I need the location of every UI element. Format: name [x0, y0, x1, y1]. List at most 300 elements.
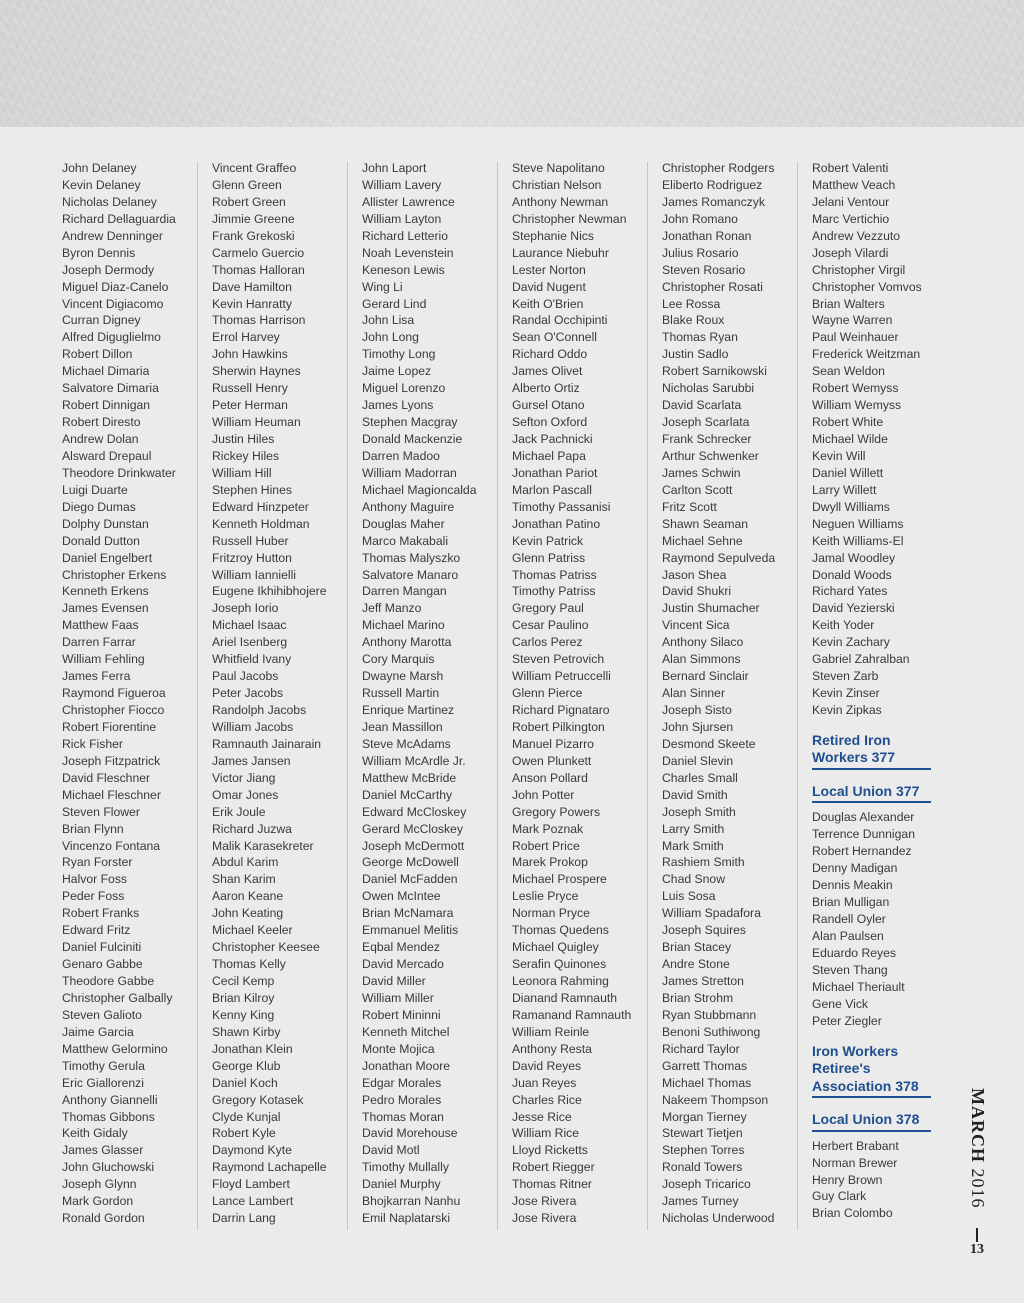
- name-entry: Arthur Schwenker: [662, 448, 759, 463]
- name-entry: Salvatore Dimaria: [62, 381, 159, 396]
- name-entry: Thomas Ritner: [512, 1177, 592, 1192]
- name-entry: Denny Madigan: [812, 861, 898, 876]
- name-entry: Manuel Pizarro: [512, 736, 594, 751]
- name-entry: Genaro Gabbe: [62, 957, 143, 972]
- name-entry: Brian McNamara: [362, 906, 454, 921]
- name-entry: James Glasser: [62, 1143, 144, 1158]
- name-entry: Aaron Keane: [212, 889, 284, 904]
- name-entry: Anson Pollard: [512, 770, 588, 785]
- name-entry: Michael Isaac: [212, 618, 287, 633]
- name-entry: Eduardo Reyes: [812, 945, 897, 960]
- name-entry: Owen Plunkett: [512, 753, 592, 768]
- name-entry: Morgan Tierney: [662, 1109, 747, 1124]
- name-entry: Raymond Figueroa: [62, 686, 166, 701]
- name-entry: John Potter: [512, 787, 575, 802]
- name-entry: Randell Oyler: [812, 912, 886, 927]
- name-entry: Justin Shumacher: [662, 601, 760, 616]
- name-entry: William Iannielli: [212, 567, 296, 582]
- name-entry: Floyd Lambert: [212, 1177, 290, 1192]
- name-entry: Stephen Macgray: [362, 415, 458, 430]
- name-entry: Darren Mangan: [362, 584, 447, 599]
- name-entry: John Romano: [662, 211, 738, 226]
- name-entry: Stephen Hines: [212, 482, 292, 497]
- name-entry: Robert Green: [212, 194, 286, 209]
- name-entry: Miguel Lorenzo: [362, 381, 446, 396]
- name-column: [662, 160, 810, 1227]
- name-entry: Stephen Torres: [662, 1143, 745, 1158]
- name-entry: David Miller: [362, 974, 426, 988]
- name-entry: Brian Mulligan: [812, 895, 890, 910]
- name-entry: Steve Napolitano: [512, 161, 605, 175]
- name-entry: William Madorran: [362, 465, 457, 480]
- name-entry: Shawn Kirby: [212, 1024, 281, 1039]
- name-entry: James Stretton: [662, 974, 744, 988]
- name-entry: Chad Snow: [662, 872, 726, 887]
- name-entry: Timothy Passanisi: [512, 499, 611, 514]
- name-entry: Fritzroy Hutton: [212, 550, 292, 565]
- name-entry: Michael Wilde: [812, 432, 888, 446]
- name-entry: Frederick Weitzman: [812, 347, 921, 362]
- name-entry: Dwayne Marsh: [362, 669, 444, 684]
- name-entry: Emil Naplatarski: [362, 1211, 451, 1226]
- name-entry: Randolph Jacobs: [212, 703, 307, 717]
- name-entry: Lloyd Ricketts: [512, 1143, 588, 1158]
- name-entry: Abdul Karim: [212, 855, 279, 870]
- name-entry: Steven Galioto: [62, 1007, 142, 1022]
- name-entry: William McArdle Jr.: [362, 753, 466, 768]
- name-entry: Eugene Ikhihibhojere: [212, 584, 327, 599]
- name-entry: Michael Quigley: [512, 940, 599, 955]
- name-entry: Brian Colombo: [812, 1206, 893, 1221]
- name-entry: Andrew Vezzuto: [812, 228, 901, 243]
- name-entry: Steven Thang: [812, 962, 888, 977]
- name-entry: Christopher Galbally: [62, 990, 173, 1005]
- name-entry: Michael Fleschner: [62, 787, 161, 802]
- name-entry: Juan Reyes: [512, 1075, 577, 1090]
- page-number: 13: [970, 1242, 984, 1257]
- name-entry: William Spadafora: [662, 906, 761, 921]
- name-column-with-sections: [812, 160, 960, 1222]
- name-entry: Nakeem Thompson: [662, 1092, 769, 1107]
- name-entry: Robert Kyle: [212, 1126, 276, 1141]
- name-column: [512, 160, 660, 1227]
- name-entry: Shawn Seaman: [662, 516, 749, 531]
- name-entry: Laurance Niebuhr: [512, 245, 609, 260]
- name-entry: Gabriel Zahralban: [812, 652, 910, 667]
- name-entry: Robert Pilkington: [512, 719, 605, 734]
- name-entry: Joseph Smith: [662, 804, 736, 819]
- name-entry: Brian Kilroy: [212, 990, 275, 1005]
- name-entry: John Hawkins: [212, 347, 288, 362]
- name-entry: Curran Digney: [62, 313, 141, 328]
- name-entry: Paul Jacobs: [212, 669, 279, 684]
- name-entry: Diego Dumas: [62, 499, 136, 514]
- name-entry: Michael Sehne: [662, 533, 743, 548]
- name-entry: Joseph Tricarico: [662, 1177, 751, 1192]
- name-entry: Thomas Malyszko: [362, 550, 461, 565]
- name-entry: Eliberto Rodriguez: [662, 177, 763, 192]
- name-entry: Kevin Zinser: [812, 686, 880, 701]
- name-entry: Matthew Faas: [62, 618, 139, 633]
- name-entry: Owen McIntee: [362, 889, 441, 904]
- name-entry: Bhojkarran Nanhu: [362, 1194, 461, 1209]
- name-entry: Keith Williams-El: [812, 533, 904, 548]
- name-entry: Andrew Denninger: [62, 228, 163, 243]
- name-entry: Eqbal Mendez: [362, 940, 440, 955]
- name-entry: Timothy Gerula: [62, 1058, 145, 1073]
- name-entry: Kevin Delaney: [62, 177, 141, 192]
- name-entry: Michael Magioncalda: [362, 482, 477, 497]
- name-entry: Douglas Maher: [362, 516, 445, 531]
- name-entry: Ramnauth Jainarain: [212, 736, 322, 751]
- name-entry: Michael Papa: [512, 448, 586, 463]
- union-section: [812, 1043, 960, 1099]
- union-section: [812, 783, 960, 1030]
- name-entry: Mark Poznak: [512, 821, 584, 836]
- name-entry: Charles Rice: [512, 1092, 582, 1107]
- name-entry: Christopher Newman: [512, 211, 627, 226]
- name-entry: Kenny King: [212, 1007, 275, 1022]
- name-entry: Enrique Martinez: [362, 703, 455, 717]
- name-entry: Robert White: [812, 415, 884, 430]
- name-entry: Thomas Harrison: [212, 313, 306, 328]
- name-column: [62, 160, 210, 1227]
- name-entry: William Lavery: [362, 177, 442, 192]
- name-entry: Robert Wemyss: [812, 381, 899, 396]
- name-entry: Clyde Kunjal: [212, 1109, 281, 1124]
- name-entry: William Heuman: [212, 415, 301, 430]
- name-entry: Kevin Patrick: [512, 533, 584, 548]
- name-entry: Russell Henry: [212, 381, 288, 396]
- name-entry: Dwyll Williams: [812, 499, 890, 514]
- name-entry: Andrew Dolan: [62, 432, 139, 446]
- name-entry: Christopher Rosati: [662, 279, 763, 294]
- name-entry: Desmond Skeete: [662, 736, 756, 751]
- name-entry: Dolphy Dunstan: [62, 516, 149, 531]
- name-entry: Jason Shea: [662, 567, 727, 582]
- name-entry: Rickey Hiles: [212, 448, 280, 463]
- name-entry: Errol Harvey: [212, 330, 280, 345]
- name-entry: Jonathan Pariot: [512, 465, 598, 480]
- name-entry: Thomas Moran: [362, 1109, 444, 1124]
- name-entry: Herbert Brabant: [812, 1138, 899, 1153]
- name-entry: Marc Vertichio: [812, 211, 890, 226]
- name-entry: Frank Schrecker: [662, 432, 752, 446]
- name-entry: Matthew McBride: [362, 770, 457, 785]
- name-entry: Daniel Koch: [212, 1075, 278, 1090]
- name-entry: Thomas Halloran: [212, 262, 305, 277]
- name-entry: Gerard McCloskey: [362, 821, 463, 836]
- name-entry: Christopher Fiocco: [62, 703, 165, 717]
- name-entry: Neguen Williams: [812, 516, 904, 531]
- name-entry: Nicholas Underwood: [662, 1211, 775, 1226]
- name-entry: Sherwin Haynes: [212, 364, 301, 379]
- name-entry: David Reyes: [512, 1058, 582, 1073]
- name-entry: Wayne Warren: [812, 313, 893, 328]
- name-entry: Russell Martin: [362, 686, 440, 701]
- name-entry: Daniel Willett: [812, 465, 884, 480]
- name-entry: Brian Strohm: [662, 990, 734, 1005]
- name-entry: Michael Keeler: [212, 923, 293, 938]
- name-entry: Andre Stone: [662, 957, 730, 972]
- name-entry: Douglas Alexander: [812, 810, 915, 825]
- name-entry: Halvor Foss: [62, 872, 128, 887]
- name-entry: Christian Nelson: [512, 177, 602, 192]
- name-entry: Gregory Kotasek: [212, 1092, 304, 1107]
- name-entry: Ronald Gordon: [62, 1211, 145, 1226]
- name-entry: Gerard Lind: [362, 296, 427, 311]
- name-entry: David Scarlata: [662, 398, 742, 413]
- name-entry: Whitfield Ivany: [212, 652, 292, 667]
- name-entry: Jelani Ventour: [812, 194, 890, 209]
- name-entry: Serafin Quinones: [512, 957, 607, 972]
- union-section: [812, 732, 960, 770]
- name-entry: Brian Flynn: [62, 821, 124, 836]
- name-entry: Ronald Towers: [662, 1160, 743, 1175]
- name-entry: John Sjursen: [662, 719, 734, 734]
- name-entry: Raymond Lachapelle: [212, 1160, 327, 1175]
- name-entry: Steven Rosario: [662, 262, 746, 277]
- name-entry: Joseph Squires: [662, 923, 747, 938]
- name-entry: Robert Dinnigan: [62, 398, 151, 413]
- name-entry: Leslie Pryce: [512, 889, 579, 904]
- name-entry: Timothy Mullally: [362, 1160, 449, 1175]
- name-entry: Jean Massillon: [362, 719, 443, 734]
- name-entry: William Petruccelli: [512, 669, 611, 684]
- name-entry: Steve McAdams: [362, 736, 451, 751]
- name-entry: Christopher Rodgers: [662, 161, 775, 175]
- name-entry: Allister Lawrence: [362, 194, 455, 209]
- name-entry: David Motl: [362, 1143, 420, 1158]
- name-entry: Michael Prospere: [512, 872, 607, 887]
- name-entry: Jamal Woodley: [812, 550, 896, 565]
- name-entry: Jaime Lopez: [362, 364, 432, 379]
- name-entry: Michael Dimaria: [62, 364, 150, 379]
- name-entry: Anthony Newman: [512, 194, 609, 209]
- name-entry: Daniel Slevin: [662, 753, 734, 768]
- name-entry: Fritz Scott: [662, 499, 717, 514]
- name-entry: Luis Sosa: [662, 889, 716, 904]
- name-entry: Randal Occhipinti: [512, 313, 608, 328]
- name-entry: Edward Fritz: [62, 923, 131, 938]
- name-entry: Thomas Ryan: [662, 330, 738, 345]
- name-entry: Robert Diresto: [62, 415, 141, 430]
- name-entry: Richard Yates: [812, 584, 888, 599]
- name-entry: Robert Hernandez: [812, 844, 912, 859]
- name-entry: Peter Ziegler: [812, 1013, 882, 1028]
- name-entry: Kevin Hanratty: [212, 296, 292, 311]
- name-entry: Keith Yoder: [812, 618, 875, 633]
- name-entry: John Keating: [212, 906, 284, 921]
- name-entry: Erik Joule: [212, 804, 266, 819]
- section-heading: Local Union 378: [812, 1111, 931, 1132]
- name-entry: Daniel McFadden: [362, 872, 458, 887]
- name-entry: Sean O'Connell: [512, 330, 597, 345]
- name-entry: James Ferra: [62, 669, 131, 684]
- name-entry: Emmanuel Melitis: [362, 923, 459, 938]
- name-entry: Daniel Engelbert: [62, 550, 153, 565]
- name-entry: Christopher Virgil: [812, 262, 906, 277]
- name-entry: Mark Smith: [662, 838, 724, 853]
- name-entry: Benoni Suthiwong: [662, 1024, 761, 1039]
- name-entry: Joseph Vilardi: [812, 245, 889, 260]
- name-entry: Kenneth Mitchel: [362, 1024, 450, 1039]
- name-entry: Alberto Ortiz: [512, 381, 580, 396]
- name-entry: Carlos Perez: [512, 635, 583, 650]
- name-entry: Sefton Oxford: [512, 415, 588, 430]
- name-entry: Henry Brown: [812, 1172, 883, 1187]
- name-column: [362, 160, 510, 1227]
- name-entry: Christopher Keesee: [212, 940, 320, 955]
- name-entry: Peter Herman: [212, 398, 288, 413]
- name-entry: Peter Jacobs: [212, 686, 284, 701]
- name-entry: Edward McCloskey: [362, 804, 467, 819]
- name-entry: David Mercado: [362, 957, 444, 972]
- name-entry: George McDowell: [362, 855, 459, 870]
- name-entry: Terrence Dunnigan: [812, 827, 915, 842]
- name-entry: Robert Dillon: [62, 347, 133, 362]
- name-entry: Raymond Sepulveda: [662, 550, 776, 565]
- name-entry: Edgar Morales: [362, 1075, 442, 1090]
- name-entry: Jonathan Klein: [212, 1041, 293, 1056]
- name-entry: Russell Huber: [212, 533, 289, 548]
- name-entry: Theodore Drinkwater: [62, 465, 176, 480]
- name-entry: Nicholas Delaney: [62, 194, 157, 209]
- name-entry: Marek Prokop: [512, 855, 588, 870]
- name-entry: Thomas Patriss: [512, 567, 597, 582]
- name-entry: William Fehling: [62, 652, 145, 667]
- name-entry: Michael Theriault: [812, 979, 905, 994]
- name-entry: Sean Weldon: [812, 364, 885, 379]
- name-entry: Lance Lambert: [212, 1194, 294, 1209]
- name-entry: James Lyons: [362, 398, 434, 413]
- name-entry: Joseph Scarlata: [662, 415, 750, 430]
- name-entry: Shan Karim: [212, 872, 276, 887]
- issue-month: MARCH: [968, 1088, 988, 1163]
- name-entry: Robert Valenti: [812, 161, 889, 175]
- name-entry: Richard Oddo: [512, 347, 588, 362]
- name-entry: Noah Levenstein: [362, 245, 454, 260]
- name-entry: Gene Vick: [812, 996, 869, 1011]
- name-entry: William Hill: [212, 465, 272, 480]
- name-entry: Jeff Manzo: [362, 601, 422, 616]
- name-entry: Gregory Powers: [512, 804, 601, 819]
- name-entry: Leonora Rahming: [512, 974, 609, 988]
- name-entry: Thomas Kelly: [212, 957, 286, 972]
- name-entry: Theodore Gabbe: [62, 974, 155, 988]
- section-heading: Iron Workers Retiree's Association 378: [812, 1043, 931, 1099]
- name-entry: Steven Flower: [62, 804, 140, 819]
- name-entry: Carlton Scott: [662, 482, 733, 497]
- name-entry: Keith Gidaly: [62, 1126, 128, 1141]
- name-entry: Peder Foss: [62, 889, 125, 904]
- name-entry: James Evensen: [62, 601, 149, 616]
- name-entry: Jimmie Greene: [212, 211, 295, 226]
- name-entry: David Smith: [662, 787, 728, 802]
- name-entry: William Jacobs: [212, 719, 294, 734]
- name-entry: Malik Karasekreter: [212, 838, 314, 853]
- name-entry: Jesse Rice: [512, 1109, 572, 1124]
- name-entry: Thomas Gibbons: [62, 1109, 155, 1124]
- name-entry: John Lisa: [362, 313, 415, 328]
- name-entry: Salvatore Manaro: [362, 567, 459, 582]
- name-entry: Jonathan Ronan: [662, 228, 752, 243]
- name-entry: Glenn Green: [212, 177, 282, 192]
- name-entry: Joseph Iorio: [212, 601, 279, 616]
- name-entry: James Turney: [662, 1194, 739, 1209]
- name-entry: Daniel McCarthy: [362, 787, 453, 802]
- name-entry: Alan Sinner: [662, 686, 726, 701]
- name-entry: Larry Willett: [812, 482, 877, 497]
- name-entry: Richard Juzwa: [212, 821, 292, 836]
- name-entry: Blake Roux: [662, 313, 725, 328]
- name-entry: Mark Gordon: [62, 1194, 134, 1209]
- name-entry: Richard Taylor: [662, 1041, 740, 1056]
- name-entry: Joseph Glynn: [62, 1177, 137, 1192]
- name-entry: Eric Giallorenzi: [62, 1075, 144, 1090]
- name-entry: Vincent Sica: [662, 618, 730, 633]
- name-entry: Cory Marquis: [362, 652, 435, 667]
- name-entry: Anthony Resta: [512, 1041, 592, 1056]
- name-entry: Kevin Zipkas: [812, 703, 882, 717]
- name-entry: William Reinle: [512, 1024, 590, 1039]
- name-entry: Brian Walters: [812, 296, 885, 311]
- name-entry: Vincenzo Fontana: [62, 838, 161, 853]
- name-entry: Alsward Drepaul: [62, 448, 152, 463]
- name-entry: Daniel Murphy: [362, 1177, 441, 1192]
- name-entry: Michael Thomas: [662, 1075, 752, 1090]
- issue-date: [966, 1088, 988, 1213]
- name-entry: Jonathan Moore: [362, 1058, 451, 1073]
- section-heading: Retired Iron Workers 377: [812, 732, 931, 770]
- name-entry: Anthony Giannelli: [62, 1092, 158, 1107]
- name-entry: James Schwin: [662, 465, 741, 480]
- name-entry: Vincent Digiacomo: [62, 296, 164, 311]
- name-entry: Christopher Vomvos: [812, 279, 922, 294]
- name-entry: Richard Letterio: [362, 228, 449, 243]
- name-entry: Anthony Silaco: [662, 635, 744, 650]
- name-entry: Darrin Lang: [212, 1211, 276, 1226]
- name-entry: Jonathan Patino: [512, 516, 601, 531]
- name-entry: Paul Weinhauer: [812, 330, 899, 345]
- section-heading: Local Union 377: [812, 783, 931, 804]
- name-entry: Richard Dellaguardia: [62, 211, 176, 226]
- name-entry: Glenn Pierce: [512, 686, 583, 701]
- name-entry: Lee Rossa: [662, 296, 721, 311]
- name-entry: Vincent Graffeo: [212, 161, 297, 175]
- name-entry: John Long: [362, 330, 419, 345]
- page-number-divider: [976, 1228, 978, 1242]
- name-entry: Guy Clark: [812, 1189, 867, 1204]
- name-entry: Cecil Kemp: [212, 974, 275, 988]
- name-entry: Keith O'Brien: [512, 296, 584, 311]
- name-entry: Jose Rivera: [512, 1211, 577, 1226]
- name-entry: George Klub: [212, 1058, 281, 1073]
- name-entry: Jack Pachnicki: [512, 432, 593, 446]
- name-entry: Robert Sarnikowski: [662, 364, 767, 379]
- name-entry: Julius Rosario: [662, 245, 739, 260]
- name-entry: Luigi Duarte: [62, 482, 128, 497]
- name-entry: Gursel Otano: [512, 398, 585, 413]
- name-entry: Keneson Lewis: [362, 262, 445, 277]
- name-entry: Steven Zarb: [812, 669, 879, 684]
- name-entry: Lester Norton: [512, 262, 586, 277]
- name-entry: John Gluchowski: [62, 1160, 155, 1175]
- union-section: [812, 1111, 960, 1222]
- name-entry: Alan Paulsen: [812, 929, 884, 943]
- name-column: [212, 160, 360, 1227]
- name-entry: Garrett Thomas: [662, 1058, 748, 1073]
